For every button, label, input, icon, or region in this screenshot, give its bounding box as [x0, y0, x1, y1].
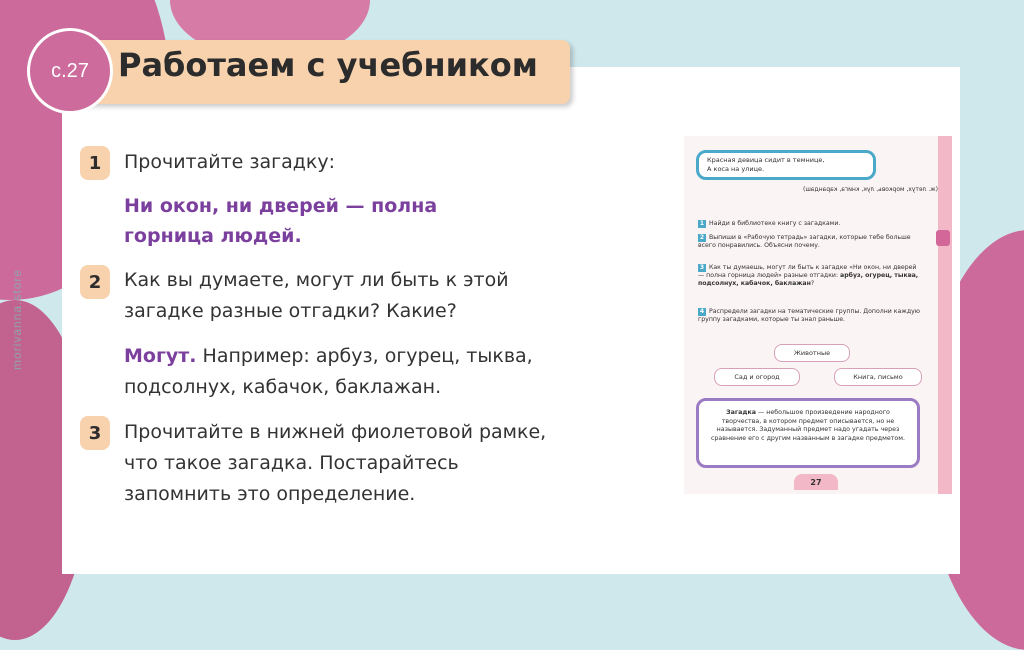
book-task-4-number: 4 [699, 308, 705, 315]
task-3-text-line-3: запомнить это определение. [124, 483, 416, 505]
book-task-1-text: Найди в библиотеке книгу с загадками. [709, 220, 841, 227]
page-number-badge: с.27 [27, 28, 113, 114]
book-task-4 [698, 308, 922, 324]
task-2-number: 2 [80, 265, 110, 299]
pill-animals: Животные [774, 344, 850, 362]
book-task-3-number: 3 [699, 264, 705, 271]
task-2-answer-lead: Могут. [124, 345, 197, 367]
task-2-answer-line-1 [124, 340, 533, 372]
task-2-text-line-1: Как вы думаете, могут ли быть к этой [124, 269, 509, 291]
page-title: Работаем с учебником [118, 46, 538, 84]
book-task-3-text-c: ? [810, 280, 815, 287]
pill-books: Книга, письмо [834, 368, 922, 386]
book-task-1-number: 1 [699, 220, 705, 227]
book-task-1 [698, 220, 922, 228]
pill-garden: Сад и огород [714, 368, 800, 386]
book-task-3 [698, 264, 922, 288]
task-1-answer-line-2: горница людей. [124, 225, 302, 247]
bookmark-icon [936, 230, 950, 246]
book-task-2-number: 2 [699, 234, 705, 241]
definition-text: — небольшое произведение народного творчества, в котором предмет описывается, но не называется. Задуманный предмет надо угадать через сравнение его с другим названным в загадке предметом. [710, 409, 906, 442]
task-3-number: 3 [80, 416, 110, 450]
page-edge-strip [938, 136, 952, 494]
book-task-3-text-a: Как ты думаешь, могут ли быть к загадке «Ни окон, ни дверей — полна горница людей» разные отгадки: [698, 264, 917, 279]
task-2-answer-rest: Например: арбуз, огурец, тыква, [196, 345, 533, 367]
task-2-text-line-2: загадке разные отгадки? Какие? [124, 300, 457, 322]
book-task-3-text-b: арбуз, огурец, тыква, подсолнух, кабачок, баклажан [698, 272, 919, 287]
task-3-text-line-1: Прочитайте в нижней фиолетовой рамке, [124, 421, 547, 443]
book-task-4-text: Распредели загадки на тематические группы. Дополни каждую группу загадками, которые ты знал раньше. [698, 308, 920, 323]
definition-term: Загадка [726, 409, 756, 416]
book-task-2-text: Выпиши в «Рабочую тетрадь» загадки, которые тебе больше всего понравились. Объясни почему. [698, 234, 911, 249]
textbook-page-image [684, 136, 952, 494]
task-2-answer-line-2: подсолнух, кабачок, баклажан. [124, 376, 442, 398]
task-1-text: Прочитайте загадку: [124, 151, 336, 173]
definition-box [696, 398, 920, 468]
riddle-line-1: Красная девица сидит в темнице, [707, 156, 825, 164]
side-credit: morivanna.store [10, 268, 24, 370]
task-1-answer-line-1: Ни окон, ни дверей — полна [124, 195, 438, 217]
task-3-text-line-2: что такое загадка. Постарайтесь [124, 452, 459, 474]
riddle-line-2: А коса на улице. [707, 165, 765, 173]
mirrored-answers: (ж. летух, морковь, лук, книга, карандаш) [803, 186, 938, 193]
task-1-number: 1 [80, 146, 110, 180]
riddle-box [696, 150, 876, 180]
book-task-2 [698, 234, 922, 250]
book-page-number: 27 [794, 474, 838, 490]
